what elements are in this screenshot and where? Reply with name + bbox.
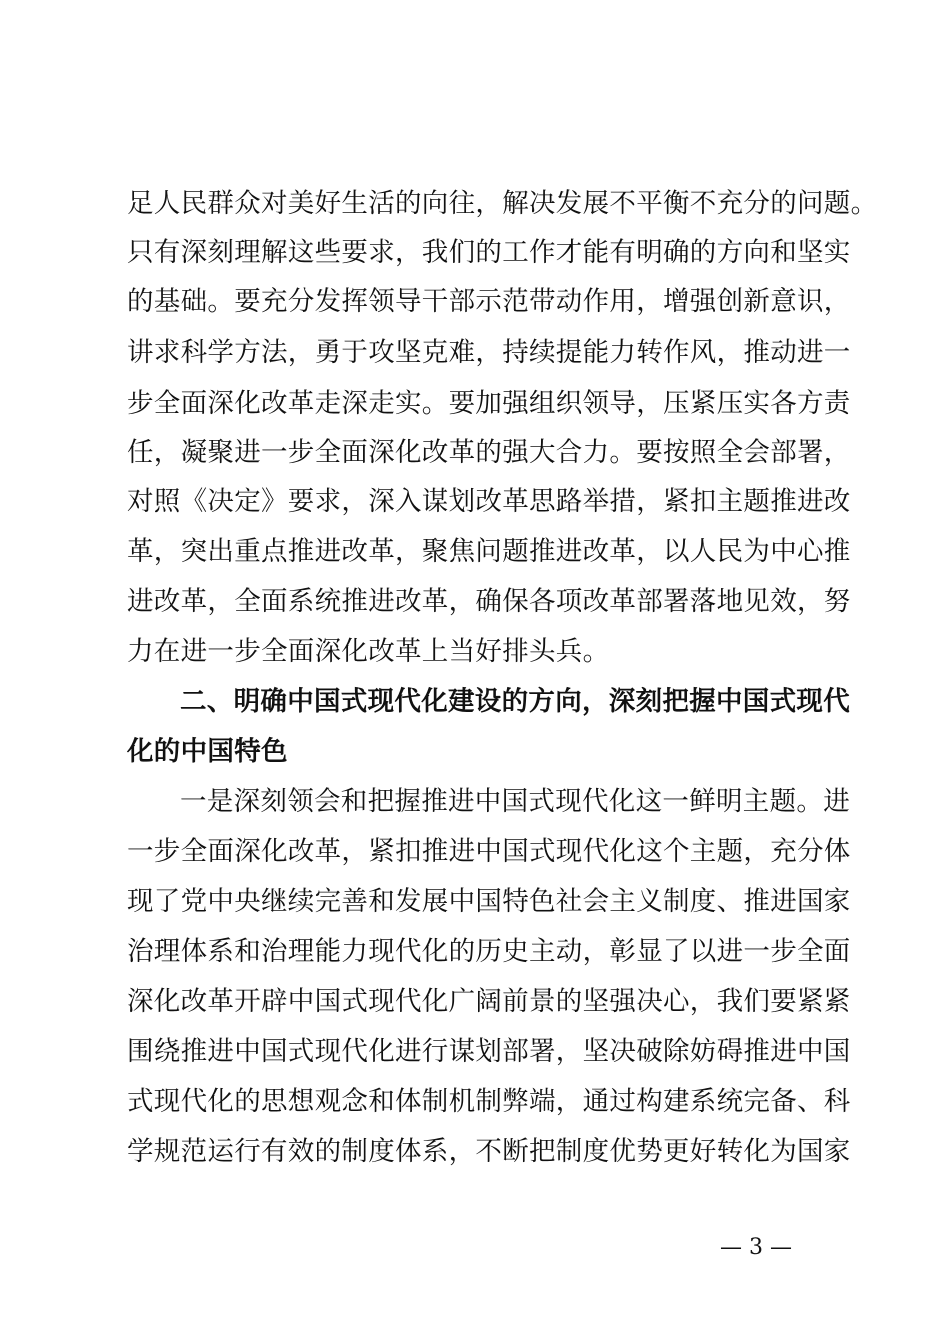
- paragraph-line: 进改革，全面系统推进改革，确保各项改革部署落地见效，努: [127, 586, 851, 617]
- paragraph-line: 一是深刻领会和把握推进中国式现代化这一鲜明主题。进: [180, 786, 850, 817]
- paragraph-line: 任，凝聚进一步全面深化改革的强大合力。要按照全会部署，: [127, 437, 851, 468]
- paragraph-line: 学规范运行有效的制度体系，不断把制度优势更好转化为国家: [127, 1136, 851, 1167]
- page-number: — 3 —: [720, 1235, 792, 1260]
- paragraph-line: 围绕推进中国式现代化进行谋划部署，坚决破除妨碍推进中国: [127, 1036, 851, 1067]
- paragraph-line: 式现代化的思想观念和体制机制弊端，通过构建系统完备、科: [127, 1086, 851, 1117]
- paragraph-line: 现了党中央继续完善和发展中国特色社会主义制度、推进国家: [127, 886, 851, 917]
- section-heading-line: 化的中国特色: [127, 736, 288, 767]
- paragraph-line: 讲求科学方法，勇于攻坚克难，持续提能力转作风，推动进一: [127, 337, 851, 368]
- paragraph-line: 治理体系和治理能力现代化的历史主动，彰显了以进一步全面: [127, 936, 851, 967]
- paragraph-line: 一步全面深化改革，紧扣推进中国式现代化这个主题，充分体: [127, 836, 851, 867]
- paragraph-line: 深化改革开辟中国式现代化广阔前景的坚强决心，我们要紧紧: [127, 986, 851, 1017]
- paragraph-line: 力在进一步全面深化改革上当好排头兵。: [127, 636, 610, 667]
- paragraph-line: 革，突出重点推进改革，聚焦问题推进改革，以人民为中心推: [127, 536, 851, 567]
- section-heading-line: 二、明确中国式现代化建设的方向，深刻把握中国式现代: [180, 686, 850, 717]
- paragraph-line: 对照《决定》要求，深入谋划改革思路举措，紧扣主题推进改: [127, 486, 851, 517]
- paragraph-line: 足人民群众对美好生活的向往，解决发展不平衡不充分的问题。: [127, 188, 878, 219]
- paragraph-line: 步全面深化改革走深走实。要加强组织领导，压紧压实各方责: [127, 388, 851, 419]
- paragraph-line: 的基础。要充分发挥领导干部示范带动作用，增强创新意识，: [127, 286, 851, 317]
- paragraph-line: 只有深刻理解这些要求，我们的工作才能有明确的方向和坚实: [127, 237, 851, 268]
